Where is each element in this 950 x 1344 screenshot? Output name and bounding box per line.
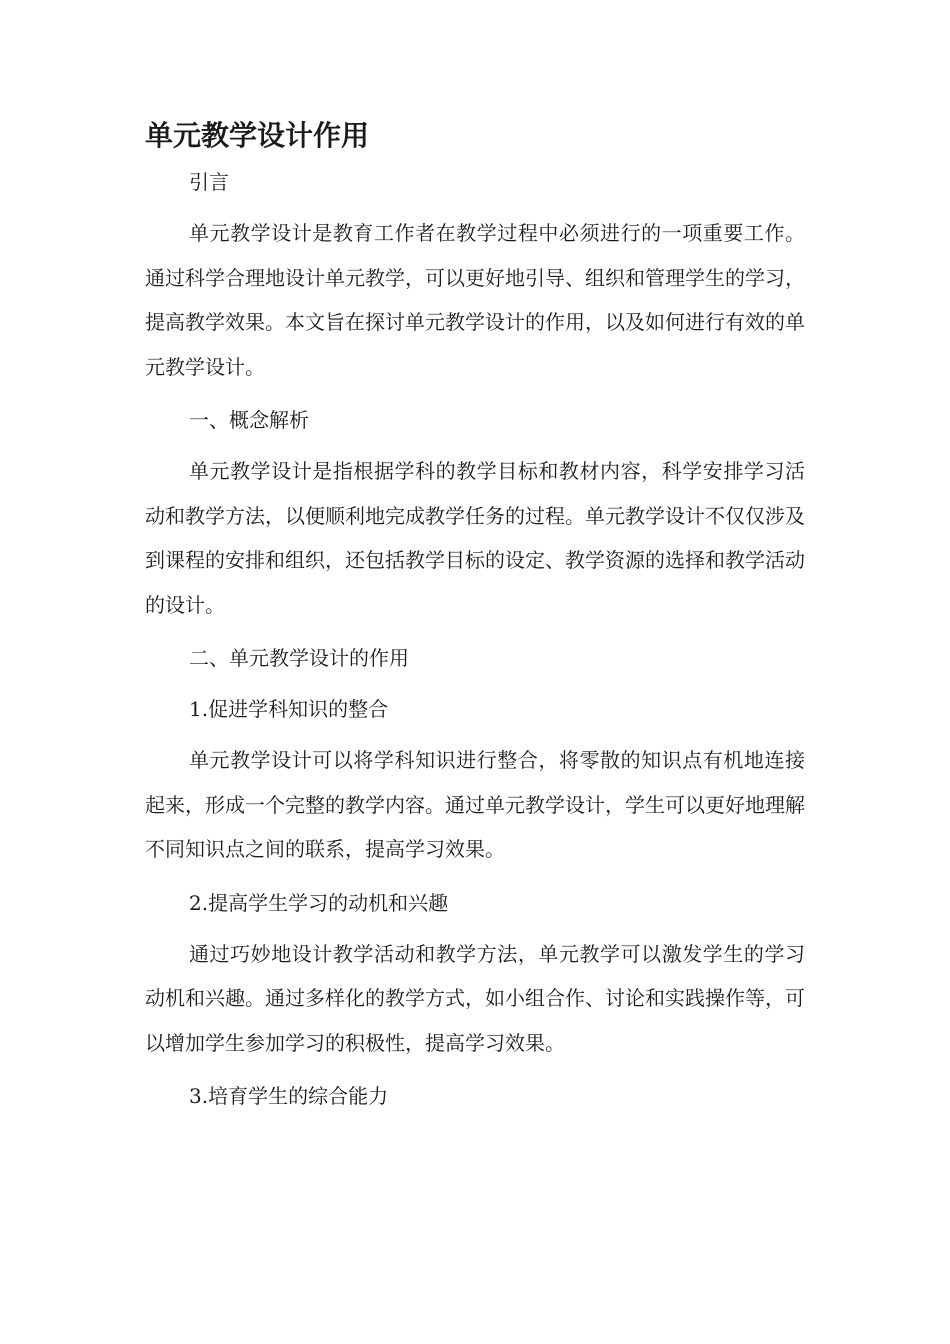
- section1-paragraph: 单元教学设计是指根据学科的教学目标和教材内容，科学安排学习活动和教学方法，以便顺利地完成教学任务的过程。单元教学设计不仅仅涉及到课程的安排和组织，还包括教学目标的设定、教学资源的选择和教学活动的设计。: [145, 459, 805, 617]
- intro-paragraph: 单元教学设计是教育工作者在教学过程中必须进行的一项重要工作。通过科学合理地设计单元教学，可以更好地引导、组织和管理学生的学习，提高教学效果。本文旨在探讨单元教学设计的作用，以及如何进行有效的单元教学设计。: [145, 221, 805, 379]
- item2-paragraph: 通过巧妙地设计教学活动和教学方法，单元教学可以激发学生的学习动机和兴趣。通过多样化的教学方式，如小组合作、讨论和实践操作等，可以增加学生参加学习的积极性，提高学习效果。: [145, 941, 805, 1055]
- document-title: 单元教学设计作用: [145, 119, 370, 152]
- section1-heading: 一、概念解析: [189, 408, 309, 432]
- item1-paragraph: 单元教学设计可以将学科知识进行整合，将零散的知识点有机地连接起来，形成一个完整的教学内容。通过单元教学设计，学生可以更好地理解不同知识点之间的联系，提高学习效果。: [145, 748, 805, 861]
- item1-heading: 1.促进学科知识的整合: [189, 697, 389, 721]
- item2-heading: 2.提高学生学习的动机和兴趣: [189, 890, 449, 915]
- item3-heading: 3.培育学生的综合能力: [189, 1084, 389, 1108]
- intro-heading: 引言: [189, 170, 229, 194]
- document-body: [145, 114, 805, 1118]
- section2-heading: 二、单元教学设计的作用: [189, 646, 409, 670]
